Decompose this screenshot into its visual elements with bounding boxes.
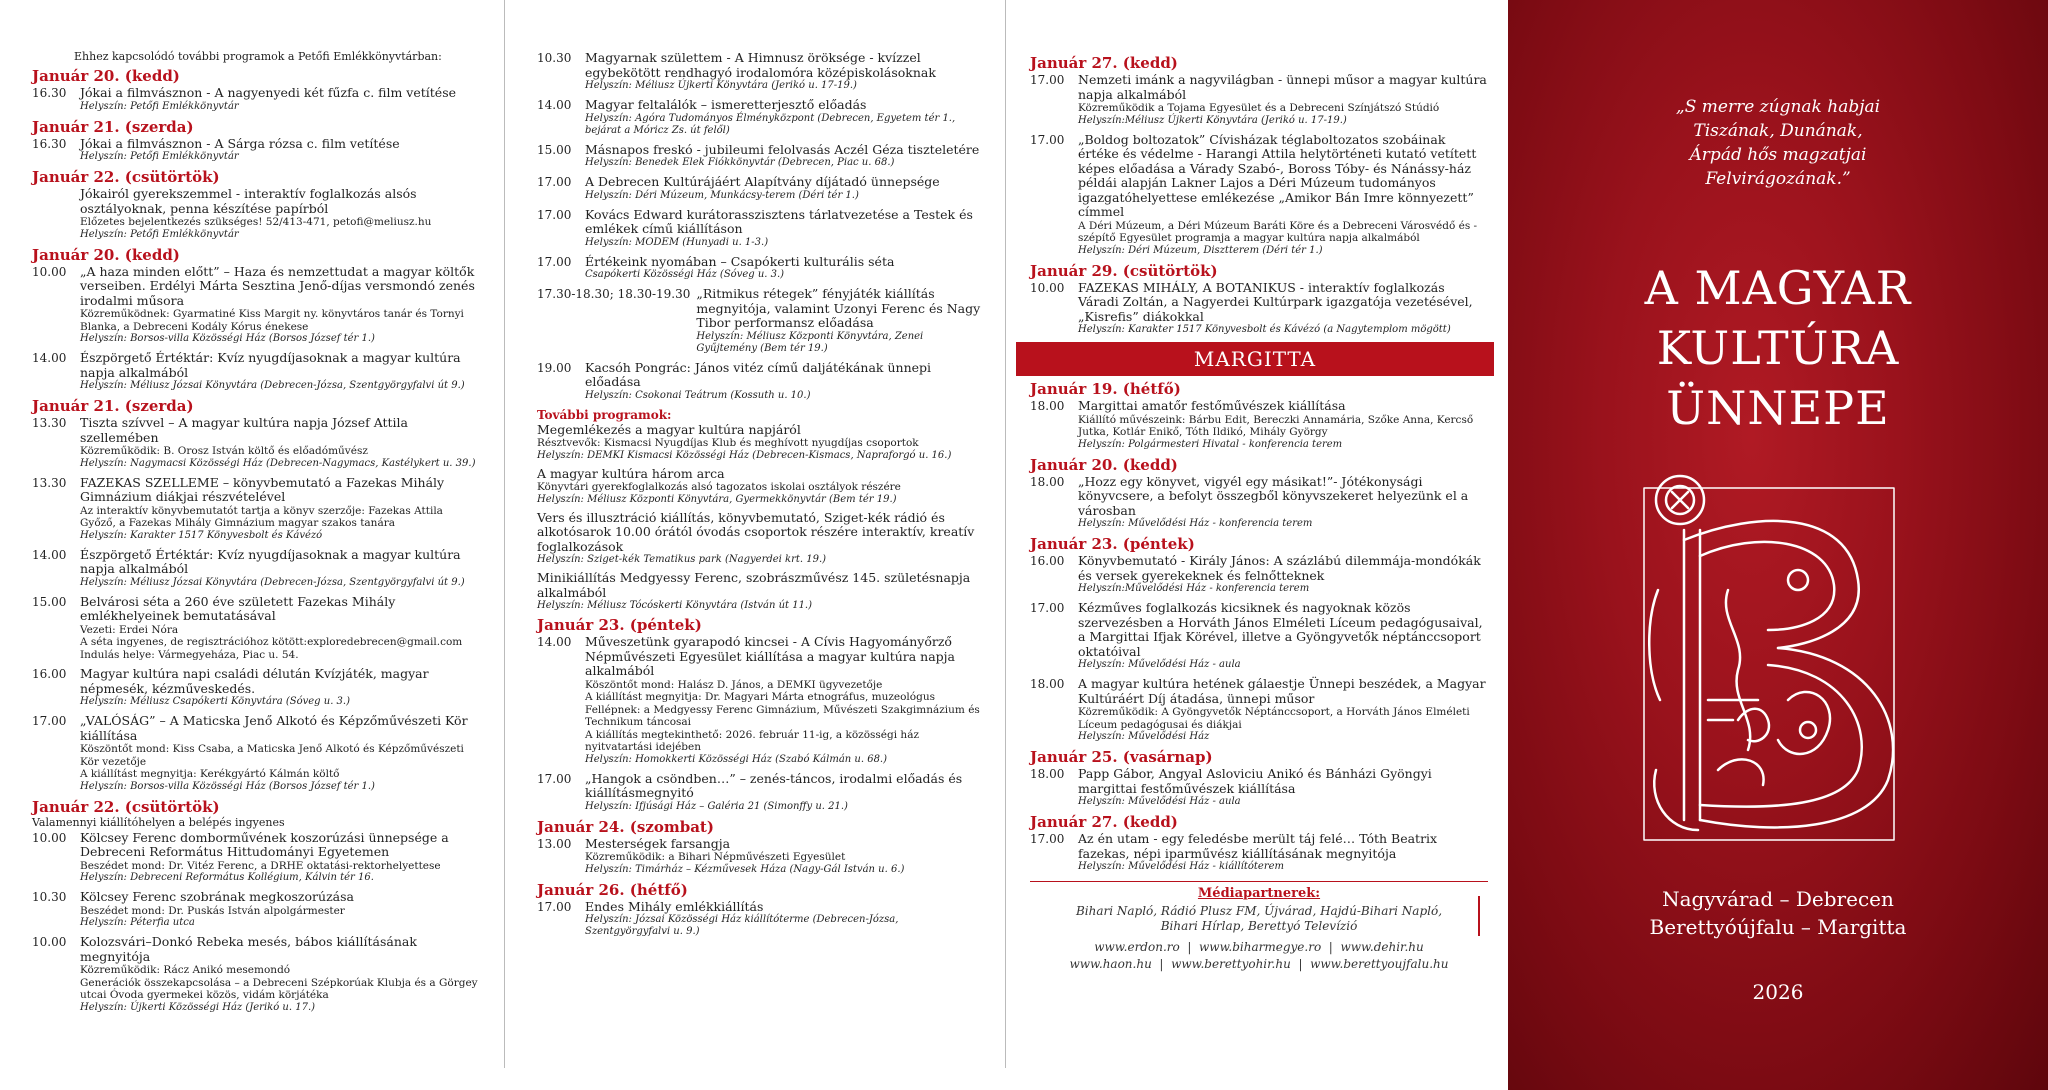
event-title: Tiszta szívvel – A magyar kultúra napja József Attila szellemében	[80, 415, 409, 445]
event-body	[1078, 73, 1488, 127]
event-time: 13.30	[32, 416, 67, 430]
cover-quote	[1508, 95, 2048, 191]
event-title: Mesterségek farsangja	[585, 835, 731, 851]
event-time: 14.00	[537, 635, 572, 649]
event-title: Másnapos freskó - jubileumi felolvasás Aczél Géza tiszteletére	[585, 141, 980, 157]
event-time: 10.00	[32, 935, 67, 949]
event	[537, 287, 983, 355]
event-body	[585, 51, 983, 92]
event-time: 13.30	[32, 475, 67, 490]
event-detail: Fellépnek: a Medgyessy Ferenc Gimnázium, Művészeti Szakgimnázium és Technikum táncosai	[585, 703, 980, 728]
event	[1030, 399, 1488, 451]
event-detail: Közreműködnek: Gyarmatiné Kiss Margit ny. könyvtáros tanár és Tornyi Blanka, a Debreceni Kodály Kórus énekese	[80, 308, 464, 333]
event-body	[80, 595, 482, 662]
event	[537, 51, 983, 92]
event-time: 16.00	[32, 667, 67, 681]
event	[32, 476, 482, 542]
title-line-1: A MAGYAR	[1644, 261, 1912, 315]
quote-line-1: „S merre zúgnak habjai	[1675, 97, 1881, 117]
event-time: 18.00	[1030, 767, 1065, 781]
more-program-detail: Résztvevők: Kismacsi Nyugdíjas Klub és meghívott nyugdíjas csoportok	[537, 437, 919, 449]
day-heading: Január 29. (csütörtök)	[1030, 261, 1218, 280]
event	[32, 890, 482, 929]
event-detail: A Déri Múzeum, a Déri Múzeum Baráti Köre és a Debreceni Városvédő és -szépítő Egyesület programja a magyar kultúra napja alkalmából	[1078, 219, 1478, 244]
event-detail: Közreműködik a Tojama Egyesület és a Debreceni Színjátszó Stúdió	[1078, 102, 1440, 114]
event-place: Helyszín: Méliusz Józsai Könyvtára (Debrecen-Józsa, Szentgyörgyfalvi út 9.)	[80, 576, 465, 588]
event-place: Helyszín: Déri Múzeum, Disztterem (Déri tér 1.)	[1078, 244, 1323, 256]
cities-line-1: Nagyvárad – Debrecen	[1662, 887, 1894, 911]
media-websites-line-2: www.haon.hu | www.berettyohir.hu | www.berettyoujfalu.hu	[1069, 957, 1449, 971]
event-time: 18.00	[1030, 399, 1065, 413]
quote-line-4: Felvirágozának.”	[1705, 169, 1851, 189]
ornamental-letter-b-emblem-icon	[1638, 470, 1918, 850]
event-detail: Közreműködik: B. Orosz István költő és előadóművész	[80, 445, 368, 457]
event-title: Jókai a filmvásznon - A nagyenyedi két fűzfa c. film vetítése	[80, 85, 457, 100]
event-title: Könyvbemutató - Király János: A százlábú dilemmája-mondókák és versek gyerekeknek és felnőtteknek	[1078, 553, 1481, 583]
day-heading: Január 23. (péntek)	[1030, 535, 1195, 553]
event-time: 17.00	[537, 207, 572, 222]
program-column-2	[505, 0, 1006, 1068]
event	[537, 98, 983, 137]
event-detail: A kiállítást megnyitja: Kerékgyártó Kálmán költő	[80, 768, 340, 780]
event-time: 10.00	[32, 264, 67, 279]
event	[32, 935, 482, 1014]
event-place: Helyszín: Művelődési Ház - konferencia terem	[1078, 518, 1313, 529]
event-time: 14.00	[32, 351, 67, 365]
event	[32, 548, 482, 589]
event-body	[1078, 475, 1488, 531]
event-time: 16.00	[1030, 554, 1065, 568]
event-body	[1078, 399, 1488, 451]
event-place: Helyszín: Polgármesteri Hivatal - konferencia terem	[1078, 438, 1343, 450]
event-time: 10.00	[32, 830, 67, 845]
event	[537, 772, 983, 813]
event	[537, 175, 983, 202]
event-title: A Debrecen Kultúrájáért Alapítvány díjátadó ünnepsége	[585, 174, 940, 189]
event-title: Az én utam - egy feledésbe merült táj felé… Tóth Beatrix fazekas, népi iparművész kiállításának megnyitója	[1078, 831, 1438, 861]
more-program-title: Minikiállítás Medgyessy Ferenc, szobrászművész 145. születésnapja alkalmából	[537, 570, 971, 600]
event-detail: Köszöntőt mond: Halász D. János, a DEMKI ügyvezetője	[585, 678, 883, 691]
event-title: Műveszetünk gyarapodó kincsei - A Cívis Hagyományőrző Népművészeti Egyesület kiállítása a magyar kultúra napja alkalmából	[585, 634, 955, 678]
event-body	[80, 714, 482, 793]
event-time: 17.00	[1030, 132, 1065, 147]
event-place: Helyszín: Petőfi Emlékkönyvtár	[80, 228, 239, 240]
event-body	[585, 98, 983, 137]
event-title: Magyar feltalálók – ismeretterjesztő előadás	[585, 97, 867, 112]
day-heading: Január 19. (hétfő)	[1030, 380, 1181, 398]
event-detail: Előzetes bejelentkezés szükséges! 52/413-471, petofi@meliusz.hu	[80, 216, 432, 228]
event-title: Nemzeti imánk a nagyvilágban - ünnepi műsor a magyar kultúra napja alkalmából	[1078, 72, 1487, 102]
event-title: FAZEKAS MIHÁLY, A BOTANIKUS - interaktív foglalkozás Váradi Zoltán, a Nagyerdei Kultúrpark igazgatója vezetésével, „Kisrefis” diákokkal	[1078, 279, 1473, 324]
event-place: Helyszín: Méliusz Csapókerti Könyvtára (Sóveg u. 3.)	[80, 696, 350, 707]
event-title: Kovács Edward kurátorasszisztens tárlatvezetése a Testek és emlékek című kiállításon	[585, 206, 973, 236]
event	[1030, 677, 1488, 743]
event-time: 10.30	[537, 51, 572, 65]
event-place: Helyszín: Borsos-villa Közösségi Ház (Borsos József tér 1.)	[80, 333, 375, 344]
event-detail: Az interaktív könyvbemutatót tartja a könyv szerzője: Fazekas Attila Győző, a Fazekas Mihály Gimnázium magyar szakos tanára	[80, 504, 443, 529]
event-detail: A kiállítás megtekinthető: 2026. február 11-ig, a közösségi ház nyitvatartási idejében	[585, 728, 919, 753]
event-place: Helyszín: Művelődési Ház - kiállítóterem	[1078, 861, 1285, 872]
event-detail: A kiállítást megnyitja: Dr. Magyari Márta etnográfus, muzeológus	[585, 691, 935, 703]
event-detail: A séta ingyenes, de regisztrációhoz kötött:exploredebrecen@gmail.com	[80, 636, 463, 648]
event	[537, 635, 983, 766]
event-detail: Köszöntőt mond: Kiss Csaba, a Maticska Jenő Alkotó és Képzőművészeti Kör vezetője	[80, 743, 464, 768]
event	[1030, 73, 1488, 127]
day-heading: Január 20. (kedd)	[1030, 455, 1178, 474]
event-place: Helyszín: Józsai Közösségi Ház kiállítóterme (Debrecen-Józsa, Szentgyörgyfalvi u. 9.)	[585, 914, 899, 937]
day-note: Valamennyi kiállítóhelyen a belépés ingyenes	[32, 815, 285, 829]
event	[1030, 601, 1488, 671]
event	[32, 831, 482, 885]
event-time: 13.00	[537, 836, 572, 851]
event-body	[1078, 601, 1488, 671]
event-place: Helyszín: Méliusz Központi Könyvtára, Zenei Gyűjtemény (Bem tér 19.)	[696, 330, 924, 354]
day-heading: Január 22. (csütörtök)	[32, 168, 220, 186]
event-place: Helyszín: Debreceni Református Kollégium, Kálvin tér 16.	[80, 872, 374, 883]
event-title: Észpörgető Értéktár: Kvíz nyugdíjasoknak a magyar kultúra napja alkalmából	[80, 546, 461, 576]
event-place: Helyszín: MODEM (Hunyadi u. 1-3.)	[585, 236, 769, 248]
cover-title	[1508, 258, 2048, 438]
event-body	[1078, 133, 1488, 257]
event-body	[80, 935, 482, 1014]
event-time: 14.00	[32, 547, 67, 562]
event-title: Jókairól gyerekszemmel - interaktív foglalkozás alsós osztályoknak, penna készítése papírból	[80, 186, 417, 216]
event-place: Helyszín: Méliusz Józsai Könyvtára (Debrecen-Józsa, Szentgyörgyfalvi út 9.)	[80, 380, 465, 391]
event-time: 17.30-18.30; 18.30-19.30	[537, 287, 691, 301]
cities-line-2: Berettyóújfalu – Margitta	[1649, 915, 1907, 939]
event-title: Kölcsey Ferenc domborművének koszorúzási ünnepsége a Debreceni Református Hittudományi Egyetemen	[80, 829, 449, 859]
event-time: 15.00	[537, 142, 572, 157]
cover-year: 2026	[1752, 980, 1804, 1004]
event	[32, 416, 482, 470]
event-place: Helyszín: Méliusz Újkerti Könyvtára (Jerikó u. 17-19.)	[585, 80, 857, 91]
day-heading: Január 22. (csütörtök)	[32, 797, 220, 816]
event-body	[1078, 832, 1488, 873]
event-place: Helyszín: Csokonai Teátrum (Kossuth u. 10.)	[585, 389, 811, 401]
day-heading: Január 20. (kedd)	[32, 67, 180, 85]
more-program-place: Helyszín: Méliusz Központi Könyvtára, Gyermekkönyvtár (Bem tér 19.)	[537, 493, 897, 505]
cover-cities	[1508, 885, 2048, 941]
col3-days-b	[1030, 381, 1488, 873]
event-time: 18.00	[1030, 677, 1065, 691]
event-body	[80, 548, 482, 589]
more-program-place: Helyszín: Méliusz Tócóskerti Könyvtára (István út 11.)	[537, 600, 813, 611]
event-place: Helyszín: Ifjúsági Ház – Galéria 21 (Simonffy u. 21.)	[585, 800, 848, 812]
event	[32, 265, 482, 346]
event-body	[1078, 554, 1488, 595]
event-time: 17.00	[537, 175, 572, 189]
quote-line-2: Tiszának, Dunának,	[1693, 121, 1863, 141]
event-title: Magyarnak születtem - A Himnusz öröksége - kvízzel egybekötött rendhagyó irodalomóra középiskolásoknak	[585, 50, 936, 80]
event-time: 19.00	[537, 360, 572, 375]
more-programs-title: További programok:	[537, 407, 672, 422]
event-body	[80, 137, 482, 164]
event-body	[585, 255, 983, 282]
col2-events-a	[537, 51, 983, 281]
event-title: Kézműves foglalkozás kicsiknek és nagyoknak közös szervezésben a Horváth János Elméleti Líceum pedagógusaival, a Margittai Ifjak Körével, illetve a Gyöngyvetők néptánccsoport oktatóival	[1078, 600, 1483, 659]
event-time: 16.30	[32, 136, 67, 151]
event-time: 10.30	[32, 890, 67, 904]
margitta-banner: MARGITTA	[1016, 342, 1494, 376]
event-place: Helyszín: Timárház – Kézművesek Háza (Nagy-Gál István u. 6.)	[585, 863, 905, 875]
event-title: Kolozsvári–Donkó Rebeka mesés, bábos kiállításának megnyitója	[80, 934, 417, 964]
event-time: 17.00	[537, 254, 572, 269]
event	[32, 187, 482, 241]
event	[537, 900, 983, 939]
day-heading: Január 21. (szerda)	[32, 397, 194, 415]
more-program-item	[537, 571, 983, 612]
more-program-title: Vers és illusztráció kiállítás, könyvbemutató, Sziget-kék rádió és alkotósarok 10.00 órától óvodás csoportok részére interaktív, kreatív foglalkozások	[537, 509, 975, 554]
event-place: Helyszín: Agóra Tudományos Élményközpont (Debrecen, Egyetem tér 1., bejárat a Móricz Zs. út felől)	[585, 112, 956, 136]
event-place: Helyszín: Művelődési Ház - aula	[1078, 796, 1241, 807]
event-title: „Hangok a csöndben…” – zenés-táncos, irodalmi előadás és kiállításmegnyitó	[585, 770, 963, 800]
day-heading: Január 27. (kedd)	[1030, 54, 1178, 72]
event-place: Helyszín: Homokkerti Közösségi Ház (Szabó Kálmán u. 68.)	[585, 753, 888, 765]
title-line-2: KULTÚRA	[1656, 321, 1900, 375]
event-title: Papp Gábor, Angyal Asloviciu Anikó és Bánházi Gyöngyi margittai festőművészek kiállítása	[1078, 766, 1432, 796]
media-partners-line-2: Bihari Hírlap, Berettyó Televízió	[1160, 919, 1358, 933]
event-body	[80, 351, 482, 392]
event	[32, 595, 482, 662]
event-detail: Generációk összekapcsolása – a Debreceni Szépkorúak Klubja és a Görgey utcai Óvoda gyermekei közös, vidám körjátéka	[80, 976, 478, 1001]
event-detail: Beszédet mond: Dr. Vitéz Ferenc, a DRHE oktatási-rektorhelyettese	[80, 859, 441, 872]
event-place: Helyszín: Művelődési Ház - aula	[1078, 659, 1241, 670]
event-detail: Beszédet mond: Dr. Puskás István alpolgármester	[80, 904, 345, 917]
event-title: „Ritmikus rétegek” fényjáték kiállítás megnyitója, valamint Uzonyi Ferenc és Nagy Tibor performansz előadása	[696, 286, 981, 330]
col2-more-programs	[537, 423, 983, 613]
event-body	[585, 208, 983, 249]
event	[1030, 554, 1488, 595]
event-body	[80, 187, 482, 241]
event	[32, 714, 482, 793]
event-detail: Indulás helye: Vármegyeháza, Piac u. 54.	[80, 648, 299, 661]
event-detail: Vezeti: Erdei Nóra	[80, 623, 179, 636]
event-place: Helyszín: Karakter 1517 Könyvesbolt és Kávézó	[80, 529, 323, 541]
event-body	[585, 143, 983, 170]
event	[32, 351, 482, 392]
cover-panel	[1508, 0, 2048, 1090]
day-heading: Január 21. (szerda)	[32, 117, 194, 136]
event-title: A magyar kultúra hetének gálaestje Ünnepi beszédek, a Magyar Kultúráért Díj átadása, ünnepi műsor	[1078, 676, 1486, 706]
event-place: Helyszín: Borsos-villa Közösségi Ház (Borsos József tér 1.)	[80, 780, 375, 792]
more-program-title: Megemlékezés a magyar kultúra napjáról	[537, 421, 801, 437]
col2-days	[537, 617, 983, 938]
event	[32, 137, 482, 164]
event	[1030, 832, 1488, 873]
program-column-3	[1006, 0, 1508, 1068]
quote-line-3: Árpád hős magzatjai	[1689, 145, 1867, 165]
event-body	[80, 265, 482, 346]
day-heading: Január 20. (kedd)	[32, 245, 180, 264]
event-time: 17.00	[32, 714, 67, 728]
event-time: 17.00	[1030, 832, 1065, 846]
event-body	[80, 416, 482, 470]
event-detail: Kiállító művészeink: Bárbu Edit, Bereczki Annamária, Szőke Anna, Kercső Jutka, Kotlár Enikő, Tóth Ildikó, Mihály György	[1078, 413, 1474, 438]
publisher-logo	[1478, 896, 1492, 936]
col1-days	[32, 68, 482, 1014]
event-time: 18.00	[1030, 474, 1065, 489]
event-title: Magyar kultúra napi családi délután Kvízjáték, magyar népmesék, kézműveskedés.	[80, 666, 429, 696]
event-place: Helyszín: Déri Múzeum, Munkácsy-terem (Déri tér 1.)	[585, 189, 859, 201]
event-title: Belvárosi séta a 260 éve született Fazekas Mihály emlékhelyeinek bemutatásával	[80, 593, 396, 623]
event-time: 17.00	[1030, 601, 1065, 615]
event	[1030, 281, 1488, 337]
event-time: 16.30	[32, 86, 67, 100]
event-place: Helyszín: Péterfia utca	[80, 917, 195, 928]
event-place: Csapókerti Közösségi Ház (Sóveg u. 3.)	[585, 269, 785, 280]
event-place: Helyszín:Művelődési Ház - konferencia terem	[1078, 583, 1310, 594]
event-body	[585, 900, 983, 939]
event	[537, 361, 983, 402]
event-place: Helyszín: Nagymacsi Közösségi Ház (Debrecen-Nagymacs, Kastélykert u. 39.)	[80, 457, 476, 469]
event-time: 15.00	[32, 594, 67, 609]
event-time	[32, 187, 80, 241]
event-body	[585, 772, 983, 813]
event-title: „Boldog boltozatok” Cívisházak téglaboltozatos szobáinak értéke és védelme - Harangi Attila helytörténeti kutató vetített képes előadása a Várady Szabó-, Boross Tóby- és Nánássy-ház példái alapján Lakner Lajos a Déri Múzeum tudományos igazgatóhelyettese emlékezése „Amikor Bán Imre könnyezett” címmel	[1078, 131, 1477, 219]
event	[537, 208, 983, 249]
event-body	[585, 837, 983, 876]
event-body	[585, 175, 983, 202]
event-body	[1078, 281, 1488, 337]
more-program-item	[537, 511, 983, 567]
media-partners	[1030, 881, 1488, 973]
event-title: „Hozz egy könyvet, vigyél egy másikat!”- Jótékonysági könyvcsere, a befolyt összegből könyvszekeret helyezünk el a városban	[1078, 473, 1469, 518]
event-body	[80, 86, 482, 113]
day-heading: Január 24. (szombat)	[537, 817, 714, 836]
day-heading: Január 27. (kedd)	[1030, 813, 1178, 831]
event-title: „A haza minden előtt” – Haza és nemzettudat a magyar költők verseiben. Erdélyi Márta Sesztina Jenő-díjas versmondó zenés irodalmi műsora	[80, 263, 475, 308]
event	[32, 86, 482, 113]
event	[537, 143, 983, 170]
event-title: Értékeink nyomában – Csapókerti kulturális séta	[585, 253, 895, 269]
more-program-item	[537, 467, 983, 506]
event-place: Helyszín:Méliusz Újkerti Könyvtára (Jerikó u. 17-19.)	[1078, 114, 1347, 126]
event-place: Helyszín: Petőfi Emlékkönyvtár	[80, 100, 239, 112]
event-time: 17.00	[1030, 73, 1065, 87]
event-title: „VALÓSÁG” – A Maticska Jenő Alkotó és Képzőművészeti Kör kiállítása	[80, 713, 468, 743]
event-title: Endes Mihály emlékkiállítás	[585, 898, 764, 914]
more-program-detail: Könyvtári gyerekfoglalkozás alsó tagozatos iskolai osztályok részére	[537, 481, 901, 493]
title-line-3: ÜNNEPE	[1666, 381, 1890, 435]
event-body	[585, 361, 983, 402]
event-body	[1078, 767, 1488, 808]
event	[1030, 767, 1488, 808]
event-title: Margittai amatőr festőművészek kiállítása	[1078, 398, 1346, 413]
event-detail: Közreműködik: a Bihari Népművészeti Egyesület	[585, 851, 846, 863]
event-title: Észpörgető Értéktár: Kvíz nyugdíjasoknak a magyar kultúra napja alkalmából	[80, 350, 461, 380]
event-body	[80, 890, 482, 929]
event-time: 17.00	[537, 899, 572, 914]
event-place: Helyszín: Benedek Elek Fiókkönyvtár (Debrecen, Piac u. 68.)	[585, 157, 895, 168]
col3-days-a	[1030, 55, 1488, 336]
intro-note: Ehhez kapcsolódó további programok a Petőfi Emlékkönyvtárban:	[74, 50, 442, 63]
media-title: Médiapartnerek:	[1197, 886, 1321, 901]
program-column-1	[0, 0, 505, 1068]
event-title: Jókai a filmvásznon - A Sárga rózsa c. film vetítése	[80, 135, 400, 151]
event	[1030, 475, 1488, 531]
day-heading: Január 26. (hétfő)	[537, 880, 688, 899]
event-body	[585, 635, 983, 766]
event	[537, 255, 983, 282]
event-place: Helyszín: Újkerti Közösségi Ház (Jerikó u. 17.)	[80, 1001, 316, 1013]
more-program-item	[537, 423, 983, 462]
event	[32, 667, 482, 708]
event-place: Helyszín: Művelődési Ház	[1078, 731, 1210, 742]
event-detail: Közreműködik: Rácz Anikó mesemondó	[80, 964, 291, 976]
event-place: Helyszín: Karakter 1517 Könyvesbolt és Kávézó (a Nagytemplom mögött)	[1078, 324, 1451, 335]
event	[537, 837, 983, 876]
day-heading: Január 23. (péntek)	[537, 616, 702, 634]
event-title: Kacsóh Pongrác: János vitéz című daljátékának ünnepi előadása	[585, 359, 932, 389]
event	[1030, 133, 1488, 257]
event-body	[80, 476, 482, 542]
more-program-title: A magyar kultúra három arca	[537, 465, 725, 481]
event-body	[1078, 677, 1488, 743]
event-time: 17.00	[537, 771, 572, 786]
event-title: Kölcsey Ferenc szobrának megkoszorúzása	[80, 889, 354, 904]
event-title: FAZEKAS SZELLEME – könyvbemutató a Fazekas Mihály Gimnázium diákjai részvételével	[80, 474, 445, 504]
more-program-place: Helyszín: Sziget-kék Tematikus park (Nagyerdei krt. 19.)	[537, 554, 827, 565]
media-partners-line-1: Bihari Napló, Rádió Plusz FM, Újvárad, Hajdú-Bihari Napló,	[1075, 904, 1443, 918]
event-place: Helyszín: Petőfi Emlékkönyvtár	[80, 151, 239, 162]
event-body	[80, 831, 482, 885]
event-time: 10.00	[1030, 280, 1065, 295]
media-websites-line-1: www.erdon.ro | www.biharmegye.ro | www.dehir.hu	[1094, 940, 1424, 954]
event-detail: Közreműködik: A Gyöngyvetők Néptánccsoport, a Horváth János Elméleti Líceum pedagógusai és diákjai	[1078, 706, 1470, 731]
more-program-place: Helyszín: DEMKI Kismacsi Közösségi Ház (Debrecen-Kismacs, Napraforgó u. 16.)	[537, 449, 952, 461]
event-body	[80, 667, 482, 708]
event-time: 14.00	[537, 98, 572, 112]
col2-events-b	[537, 361, 983, 402]
day-heading: Január 25. (vasárnap)	[1030, 748, 1213, 766]
